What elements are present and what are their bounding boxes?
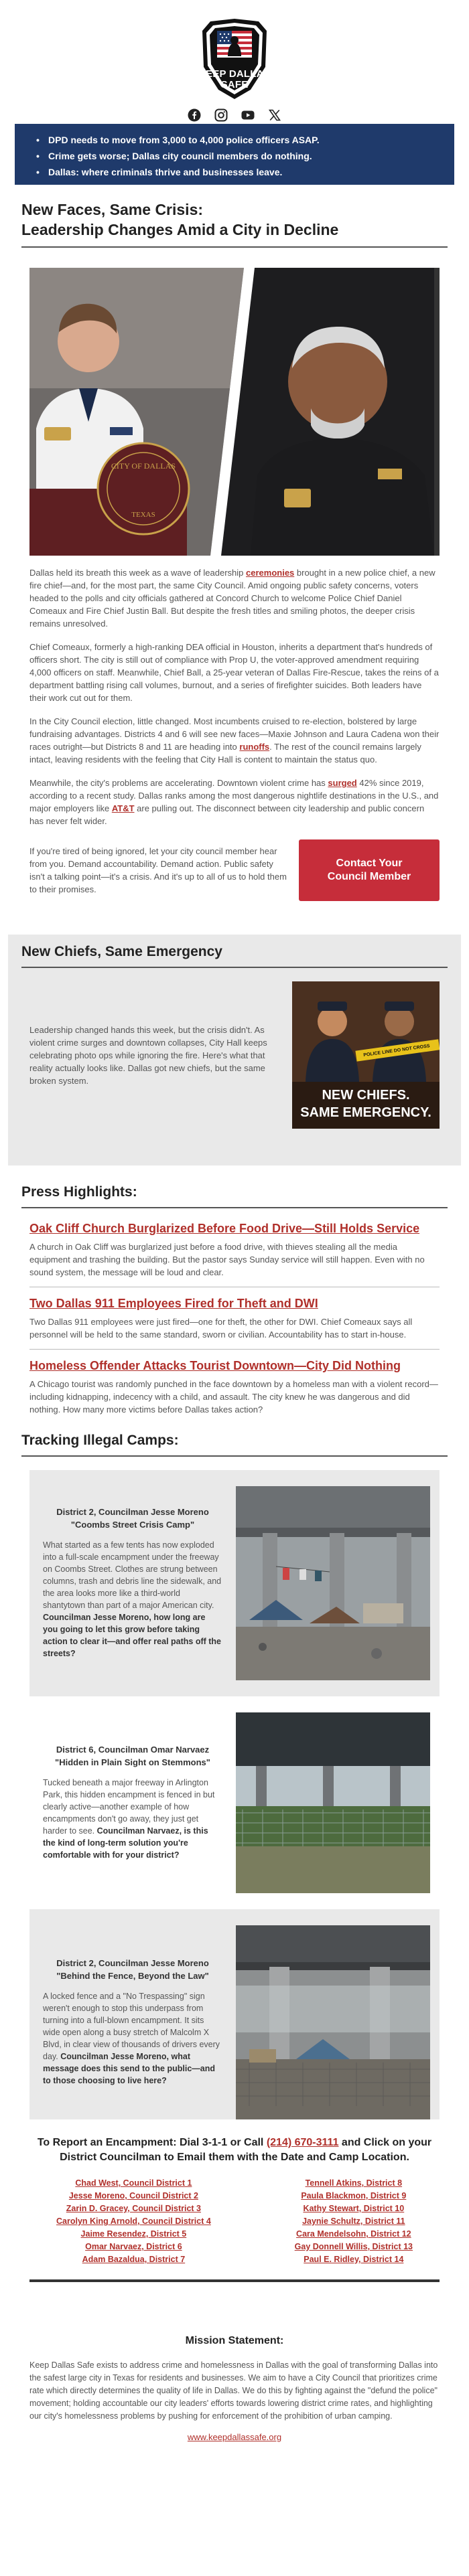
section-heading: Tracking Illegal Camps: — [21, 1433, 179, 1448]
banner-item: • Dallas: where criminals thrive and businesses leave. — [35, 164, 454, 180]
camp-body — [43, 1777, 222, 1861]
logo-line-1: KEEP DALLAS — [198, 68, 271, 80]
camp-title: "Coombs Street Crisis Camp" — [70, 1520, 195, 1530]
underpass-fence-photo — [236, 1925, 430, 2119]
youtube-icon[interactable] — [241, 108, 255, 122]
keep-dallas-safe-logo[interactable] — [194, 17, 275, 100]
mission-text: Keep Dallas Safe exists to address crime and homelessness in Dallas with the goal of transforming Dallas into the safest large city in Texas for residents and businesses. We aim to have a City Council that prioritizes crime rate which directly determines the quality of life in Dallas. We do this by fighting against the "defund the police" movement; holding accountable our city leaders' efforts towards lowering district crime rates, and highlighting our city's homelessness problems by pushing for enforcement of the prohibition of urban camping. — [29, 2360, 438, 2421]
text: . The rest of the council remains largely intact, leaving residents with the feeling that City Hall is content to maintain the status quo. — [29, 742, 421, 764]
seal-text: CITY OF DALLAS — [111, 461, 176, 471]
seal-text-bottom: TEXAS — [131, 511, 155, 519]
phone-link[interactable]: (214) 670-3111 — [266, 2137, 339, 2148]
camp-title: "Behind the Fence, Beyond the Law" — [56, 1971, 209, 1981]
banner-item: • DPD needs to move from 3,000 to 4,000 police officers ASAP. — [35, 132, 454, 148]
council-column-right — [295, 2177, 413, 2266]
alert-banner — [15, 124, 454, 185]
press-item — [8, 1220, 461, 1279]
council-member-link[interactable]: Gay Donnell Willis, District 13 — [294, 2242, 413, 2251]
camp-photo — [236, 1925, 430, 2119]
council-member-link[interactable]: Adam Bazaldua, District 7 — [82, 2255, 186, 2264]
camp-text — [39, 1958, 236, 2087]
facebook-icon[interactable] — [188, 108, 201, 122]
camp-entry — [29, 1470, 440, 1696]
press-item-link[interactable]: Homeless Offender Attacks Tourist Downtown—City Did Nothing — [29, 1359, 401, 1372]
text: Meanwhile, the city's problems are accelerating. Downtown violent crime has — [29, 778, 328, 788]
camp-body — [43, 1990, 222, 2087]
lead-article — [8, 566, 461, 827]
paragraph — [29, 777, 440, 827]
camp-text — [39, 1745, 236, 1861]
council-member-link[interactable]: Zarin D. Gracey, Council District 3 — [66, 2204, 202, 2213]
camp-body — [43, 1539, 222, 1660]
social-links — [0, 108, 469, 122]
poster-line-2: SAME EMERGENCY. — [300, 1105, 431, 1120]
council-list — [8, 2165, 461, 2266]
lead-title-line-2: Leadership Changes Amid a City in Decline — [21, 221, 339, 238]
poster-tape-text: POLICE LINE DO NOT CROSS — [363, 1044, 430, 1058]
website-link[interactable]: www.keepdallassafe.org — [187, 2432, 282, 2442]
council-member-link[interactable]: Jaynie Schultz, District 11 — [302, 2217, 405, 2226]
council-member-link[interactable]: Chad West, Council District 1 — [75, 2178, 192, 2188]
press-item — [8, 1295, 461, 1341]
text: Tucked beneath a major freeway in Arlington Park, this hidden encampment is fenced in but clearly active—another example of how encampments don't go away, they just get harder to see. — [43, 1778, 215, 1836]
cta-button-line-1: Contact Your — [336, 858, 403, 869]
surged-link[interactable]: surged — [328, 778, 357, 788]
council-member-link[interactable]: Jaime Resendez, District 5 — [80, 2229, 187, 2239]
text: What started as a few tents has now exploded into a full-scale encampment under the freeway on Coombs Street. Clothes are strung between columns, trash and debris line the sidewalk, and the area looks more like a third-world shantytown than part of a major American city. — [43, 1540, 222, 1610]
lead-title — [8, 185, 461, 240]
divider — [29, 2279, 440, 2282]
camp-ask: Councilman Jesse Moreno, what message does this send to the public—and to those choosing to live here? — [43, 2052, 215, 2085]
fenced-camp-photo — [236, 1712, 430, 1893]
report-heading — [29, 2136, 440, 2165]
camp-district: District 2, Councilman Jesse Moreno — [56, 1507, 209, 1517]
mission — [8, 2320, 461, 2442]
contact-council-member-button[interactable] — [299, 839, 440, 901]
camp-title: "Hidden in Plain Sight on Stemmons" — [55, 1757, 210, 1767]
cta-row — [8, 839, 461, 901]
att-link[interactable]: AT&T — [111, 803, 135, 813]
paragraph: Chief Comeaux, formerly a high-ranking DEA official in Houston, inherits a department that's hundreds of officers short. The city is still out of compliance with Prop U, the voter-approved amendment requiring 4,000 officers on staff. Meanwhile, Chief Ball, a 25-year veteran of Dallas Fire-Rescue, takes the reins of a department battling rising call volumes, burnout, and a series of firefighter suicides. Both leaders have their work cut out for them. — [29, 642, 439, 703]
header — [0, 0, 469, 124]
cta-text: If you're tired of being ignored, let your city council member hear from you. Demand accountability. Demand action. Public safety isn't a talking point—it's a crisis. And it's up to all of us to hold them to their promises. — [29, 846, 287, 894]
divider — [21, 967, 448, 968]
camp-ask: Councilman Jesse Moreno, how long are you going to let this grow before taking action to clear it—and offer real paths off the streets? — [43, 1613, 222, 1658]
council-member-link[interactable]: Tennell Atkins, District 8 — [305, 2178, 403, 2188]
press-item-text: A church in Oak Cliff was burglarized just before a food drive, with thieves stealing all the media equipment and trashing the building. But the pastor says Sunday service will still happen. Even with no sound system, the message will be loud and clear. — [29, 1242, 425, 1277]
report-heading-wrap — [8, 2119, 461, 2165]
camp-photo — [236, 1486, 430, 1680]
press-item-link[interactable]: Two Dallas 911 Employees Fired for Theft and DWI — [29, 1297, 318, 1310]
council-column-left — [56, 2177, 211, 2266]
camp-photo — [236, 1712, 430, 1893]
council-member-link[interactable]: Paul E. Ridley, District 14 — [304, 2255, 404, 2264]
chiefs-photo-illustration — [29, 268, 434, 556]
camp-district: District 2, Councilman Jesse Moreno — [56, 1958, 209, 1968]
press-section — [8, 1165, 461, 1417]
hero-photo — [29, 268, 440, 556]
council-member-link[interactable]: Carolyn King Arnold, Council District 4 — [56, 2217, 211, 2226]
camps-section — [8, 1417, 461, 2119]
text: In the City Council election, little changed. Most incumbents cruised to re-election, bolstered by large fundraising advantages. Districts 4 and 6 will see new faces—Maxie Johnson and Laura Cadena won their races outright—but Districts 8 and 11 are heading into — [29, 716, 440, 752]
logo-line-2: SAFE — [220, 79, 249, 90]
divider — [21, 246, 448, 248]
poster-illustration — [292, 981, 440, 1129]
report-section — [8, 2119, 461, 2320]
divider — [21, 1207, 448, 1208]
chiefs-text: Leadership changed hands this week, but the crisis didn't. As violent crime surges and downtown collapses, City Hall keeps celebrating photo ops while ignoring the fire. Here's what that reality actually looks like. Dallas got new chiefs, but the same broken system. — [29, 1024, 267, 1086]
text: Dallas held its breath this week as a wave of leadership — [29, 568, 247, 578]
camp-district: District 6, Councilman Omar Narvaez — [56, 1745, 210, 1755]
camp-ask: Councilman Narvaez, is this the kind of long-term solution you're comfortable with for your district? — [43, 1826, 208, 1860]
x-icon[interactable] — [268, 108, 281, 122]
banner-item: • Crime gets worse; Dallas city council members do nothing. — [35, 148, 454, 164]
lead-story — [8, 185, 461, 935]
instagram-icon[interactable] — [214, 108, 228, 122]
mission-heading: Mission Statement: — [185, 2335, 284, 2346]
logo-wordmark — [194, 69, 275, 90]
text: To Report an Encampment: Dial 3-1-1 or Call — [37, 2137, 267, 2148]
council-member-link[interactable]: Cara Mendelsohn, District 12 — [296, 2229, 411, 2239]
new-chiefs-poster — [292, 981, 440, 1129]
council-member-link[interactable]: Jesse Moreno, Council District 2 — [68, 2191, 198, 2200]
press-item-text: A Chicago tourist was randomly punched in the face downtown by a homeless man with a violent record—including kidnapping, indecency with a child, and assault. The city knew he was dangerous and did nothing. How many more victims before Dallas takes action? — [29, 1379, 438, 1415]
section-heading: Press Highlights: — [21, 1184, 137, 1200]
paragraph — [29, 566, 440, 630]
press-item — [8, 1358, 461, 1416]
press-item-text: Two Dallas 911 employees were just fired—one for theft, the other for DWI. Chief Comeaux says all personnel will be held to the same standard, sworn or civilian. Accountability has to start in-house. — [29, 1317, 413, 1340]
text: 42% since 2019, according to a recent study. Dallas ranks among the most dangerous nightlife destinations in the U.S., and major employers like — [29, 778, 439, 813]
council-member-link[interactable]: Paula Blackmon, District 9 — [301, 2191, 407, 2200]
divider — [29, 1349, 440, 1350]
cta-button-line-2: Council Member — [327, 871, 411, 882]
paragraph — [29, 715, 440, 766]
section-heading: New Chiefs, Same Emergency — [21, 944, 222, 959]
text: are pulling out. The disconnect between city leadership and public concern has never felt wider. — [29, 803, 425, 826]
ceremonies-link[interactable]: ceremonies — [246, 568, 295, 578]
council-member-link[interactable]: Kathy Stewart, District 10 — [303, 2204, 405, 2213]
camp-entry — [29, 1696, 440, 1909]
text: A locked fence and a "No Trespassing" sign weren't enough to stop this underpass from turning into a full-blown encampment. It sits wide open along a busy stretch of Malcolm X Blvd, in clear view of thousands of drivers every day. — [43, 1992, 220, 2061]
lead-title-line-1: New Faces, Same Crisis: — [21, 201, 204, 218]
divider — [21, 1455, 448, 1457]
chiefs-section — [8, 935, 461, 1165]
runoffs-link[interactable]: runoffs — [239, 742, 270, 752]
council-member-link[interactable]: Omar Narvaez, District 6 — [85, 2242, 182, 2251]
text: and Click on your District Councilman to Email them with the Date and Camp Location. — [60, 2137, 432, 2163]
press-item-link[interactable]: Oak Cliff Church Burglarized Before Food Drive—Still Holds Service — [29, 1222, 420, 1235]
text: brought in a new police chief, a new fire chief—and, for the most part, the same City Council. Amid ongoing public safety concerns, voters headed to the polls and city officials gathered at Concord Church to welcome Police Chief Daniel Comeaux and Fire Chief Justin Ball. But despite the fresh titles and smiling photos, the deeper crisis remains unresolved. — [29, 568, 436, 629]
chiefs-row — [8, 981, 461, 1129]
mission-section — [8, 2320, 461, 2501]
underpass-camp-photo — [236, 1486, 430, 1680]
camp-text — [39, 1507, 236, 1660]
poster-line-1: NEW CHIEFS. — [322, 1088, 410, 1103]
camp-entry — [29, 1909, 440, 2136]
